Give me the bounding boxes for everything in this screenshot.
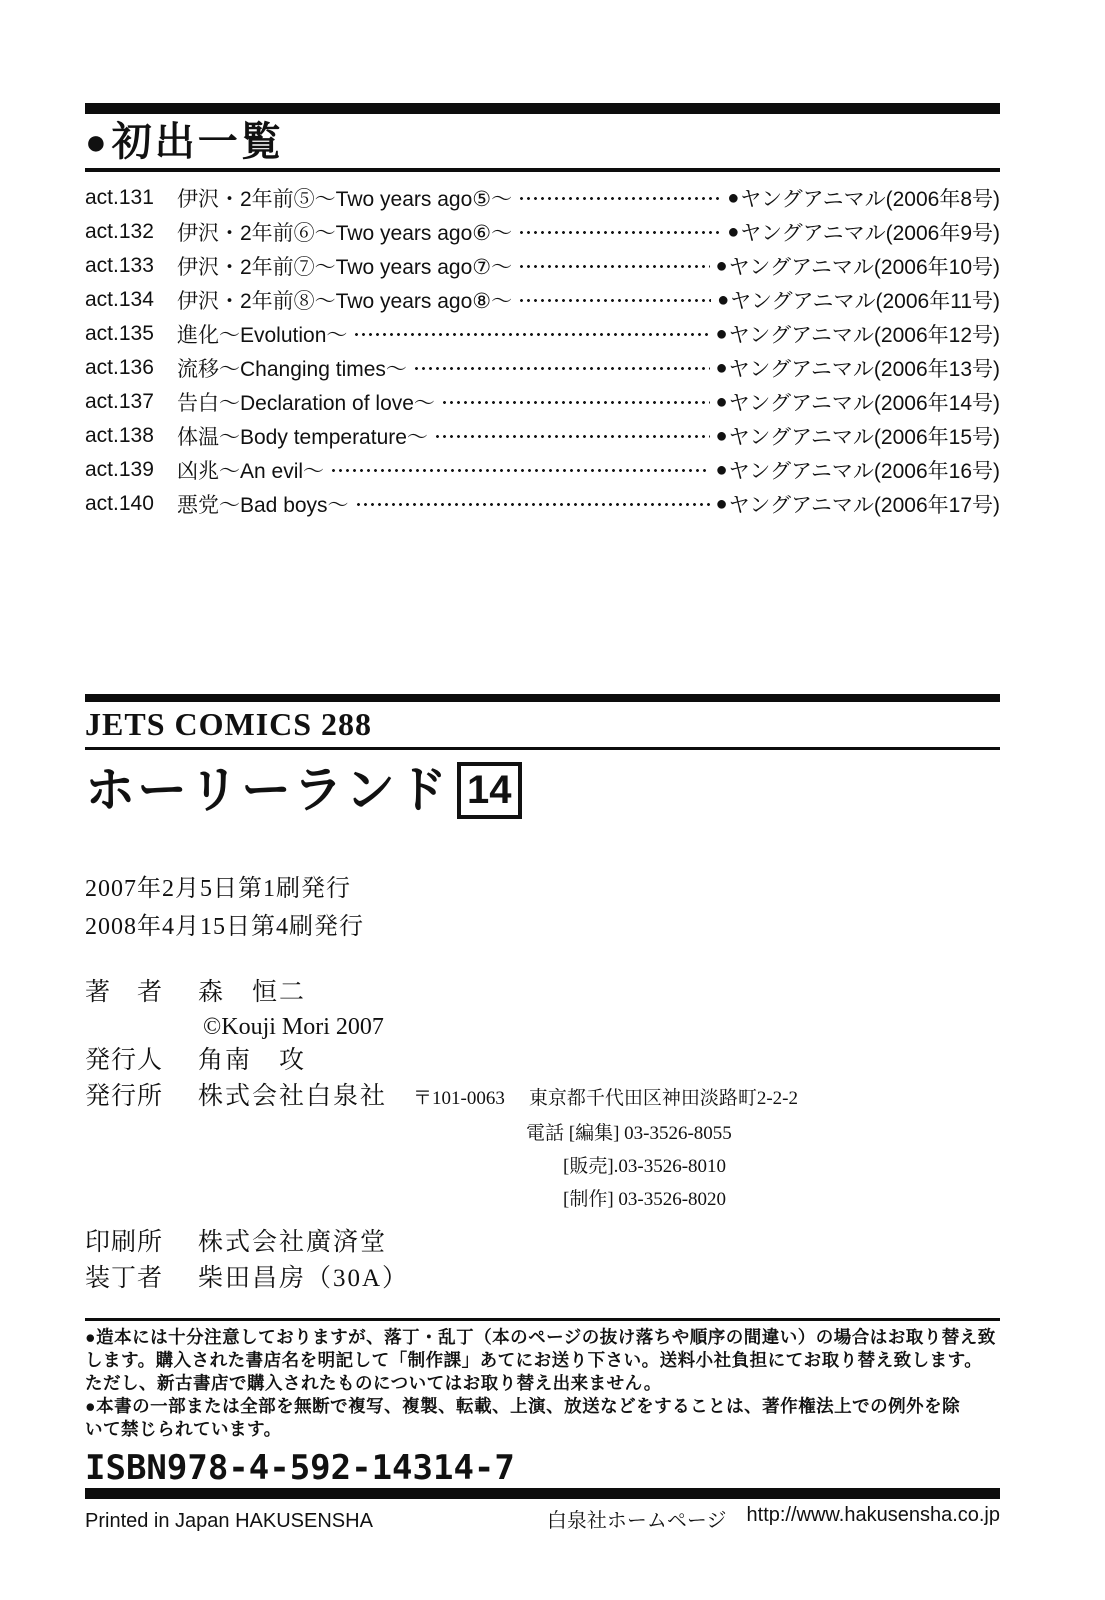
publication-list-item: [85, 215, 1000, 249]
website-url: http://www.hakusensha.co.jp: [746, 1504, 1000, 1526]
source-text: ヤングアニマル(2006年16号): [728, 460, 1000, 483]
act-title: 伊沢・2年前⑧～Two years ago⑧～: [177, 290, 513, 313]
act-title: 伊沢・2年前⑤～Two years ago⑤～: [177, 188, 513, 211]
credits-section: [85, 975, 1000, 1297]
publisher-person-row: [85, 1043, 1000, 1079]
source-text: ヤングアニマル(2006年14号): [728, 392, 1000, 415]
act-source: [727, 183, 1000, 213]
notice-top-rule: [85, 1318, 1000, 1321]
source-text: ヤングアニマル(2006年9号): [740, 222, 1000, 245]
source-bullet-icon: ●: [715, 424, 728, 447]
act-title: 伊沢・2年前⑥～Two years ago⑥～: [177, 222, 513, 245]
publisher-phone-numbers: [526, 1117, 1000, 1216]
dot-leader: [518, 283, 711, 317]
source-text: ヤングアニマル(2006年8号): [740, 188, 1000, 211]
bottom-divider-bar: [85, 1488, 1000, 1499]
source-text: ヤングアニマル(2006年10号): [728, 256, 1000, 279]
dot-leader: [330, 453, 709, 487]
designer-label: 装丁者: [85, 1265, 164, 1292]
book-title: [85, 759, 1000, 821]
isbn-number: ISBN978-4-592-14314-7: [85, 1448, 515, 1488]
act-source: [716, 421, 1000, 451]
act-number: act.139: [85, 458, 154, 481]
phone-production: [制作] 03-3526-8020: [563, 1189, 727, 1210]
footer: [85, 1504, 1000, 1533]
act-number: act.131: [85, 186, 154, 209]
book-title-text: ホーリーランド: [85, 762, 449, 818]
act-number: act.134: [85, 288, 154, 311]
publisher-label: 発行所: [85, 1083, 164, 1110]
act-number: act.140: [85, 492, 154, 515]
volume-number-badge: 14: [457, 762, 522, 819]
act-source: [716, 387, 1000, 417]
act-title: 悪党～Bad boys～: [177, 494, 349, 517]
act-title: 進化～Evolution～: [177, 324, 348, 347]
act-title: 告白～Declaration of love～: [177, 392, 435, 415]
publication-list-item: [85, 419, 1000, 453]
notice-line: ●造本には十分注意しておりますが、落丁・乱丁（本のページの抜け落ちや順序の間違い）の場合はお取り替え致: [85, 1327, 996, 1347]
dot-leader: [441, 385, 710, 419]
publisher-postal-code: 〒101-0063: [413, 1088, 505, 1109]
author-row: [85, 975, 1000, 1011]
notice-section: [85, 1326, 1000, 1441]
act-source: [716, 353, 1000, 383]
notice-line: ただし、新古書店で購入されたものについてはお取り替え出来ません。: [85, 1373, 662, 1393]
website-label: 白泉社ホームページ: [546, 1510, 727, 1532]
publication-list-item: [85, 385, 1000, 419]
designer-name: 柴田昌房（30A）: [198, 1265, 410, 1292]
printer-label: 印刷所: [85, 1229, 164, 1256]
fourth-printing-date: 2008年4月15日第4刷発行: [85, 914, 364, 940]
title-section: [85, 694, 1000, 821]
act-title: 流移～Changing times～: [177, 358, 407, 381]
act-number: act.136: [85, 356, 154, 379]
first-publication-heading: [85, 118, 1000, 166]
source-text: ヤングアニマル(2006年11号): [730, 290, 1000, 313]
series-top-bar: [85, 694, 1000, 702]
publication-list-item: [85, 283, 1000, 317]
source-bullet-icon: ●: [715, 458, 728, 481]
dot-leader: [434, 419, 710, 453]
dot-leader: [355, 487, 710, 521]
source-text: ヤングアニマル(2006年13号): [728, 358, 1000, 381]
top-divider-bar: [85, 103, 1000, 114]
source-bullet-icon: ●: [715, 254, 728, 277]
designer-row: [85, 1261, 1000, 1297]
notice-line: します。購入された書店名を明記して「制作課」あてにお送り下さい。送料小社負担にてお取り替え致します。: [85, 1350, 983, 1370]
publisher-person-label: 発行人: [85, 1047, 164, 1074]
act-source: [716, 251, 1000, 281]
notice-line: ●本書の一部または全部を無断で複写、複製、転載、上演、放送などをすることは、著作権法上での例外を除: [85, 1396, 961, 1416]
publisher-address: 東京都千代田区神田淡路町2-2-2: [528, 1088, 798, 1109]
printed-in-japan-text: Printed in Japan HAKUSENSHA: [85, 1510, 373, 1532]
source-text: ヤングアニマル(2006年12号): [728, 324, 1000, 347]
source-bullet-icon: ●: [715, 390, 728, 413]
source-text: ヤングアニマル(2006年17号): [728, 494, 1000, 517]
dot-leader: [413, 351, 710, 385]
heading-bullet-icon: ●: [85, 121, 110, 162]
source-bullet-icon: ●: [715, 356, 728, 379]
publication-list-item: [85, 181, 1000, 215]
phone-sales: [販売].03-3526-8010: [563, 1156, 727, 1177]
act-source: [727, 217, 1000, 247]
act-number: act.138: [85, 424, 154, 447]
act-source: [716, 319, 1000, 349]
publication-list-item: [85, 249, 1000, 283]
source-bullet-icon: ●: [715, 322, 728, 345]
dot-leader: [353, 317, 709, 351]
source-bullet-icon: ●: [727, 220, 740, 243]
act-number: act.133: [85, 254, 154, 277]
act-source: [717, 285, 1000, 315]
dot-leader: [518, 249, 709, 283]
publication-list-item: [85, 351, 1000, 385]
act-number: act.137: [85, 390, 154, 413]
act-source: [716, 489, 1000, 519]
publication-list-item: [85, 487, 1000, 521]
author-name: 森 恒二: [198, 979, 307, 1006]
first-publication-section: [85, 103, 1000, 521]
first-printing-date: 2007年2月5日第1刷発行: [85, 876, 351, 902]
act-title: 伊沢・2年前⑦～Two years ago⑦～: [177, 256, 513, 279]
source-text: ヤングアニマル(2006年15号): [728, 426, 1000, 449]
act-title: 体温～Body temperature～: [177, 426, 428, 449]
copyright-line: ©Kouji Mori 2007: [203, 1014, 384, 1040]
source-bullet-icon: ●: [727, 186, 740, 209]
first-publication-heading-text: 初出一覧: [111, 120, 284, 164]
dot-leader: [518, 215, 721, 249]
act-source: [716, 455, 1000, 485]
source-bullet-icon: ●: [715, 492, 728, 515]
publisher-person-name: 角南 攻: [198, 1047, 307, 1074]
act-number: act.132: [85, 220, 154, 243]
printer-row: [85, 1225, 1000, 1261]
phone-editorial: 電話 [編集] 03-3526-8055: [526, 1123, 732, 1144]
printer-name: 株式会社廣済堂: [198, 1229, 388, 1256]
author-label: 著 者: [85, 979, 164, 1006]
series-label: JETS COMICS 288: [85, 706, 373, 742]
publication-list-item: [85, 317, 1000, 351]
publisher-row: [85, 1079, 1000, 1117]
series-underline: [85, 747, 1000, 750]
publication-list-item: [85, 453, 1000, 487]
publisher-name: 株式会社白泉社: [198, 1083, 388, 1110]
act-number: act.135: [85, 322, 154, 345]
notice-line: いて禁じられています。: [85, 1419, 282, 1439]
dot-leader: [518, 181, 721, 215]
first-publication-list: [85, 181, 1000, 521]
source-bullet-icon: ●: [717, 288, 730, 311]
printing-dates: [85, 870, 1000, 946]
act-title: 凶兆～An evil～: [177, 460, 325, 483]
heading-underline: [85, 168, 1000, 172]
publisher-website: [547, 1504, 1000, 1533]
